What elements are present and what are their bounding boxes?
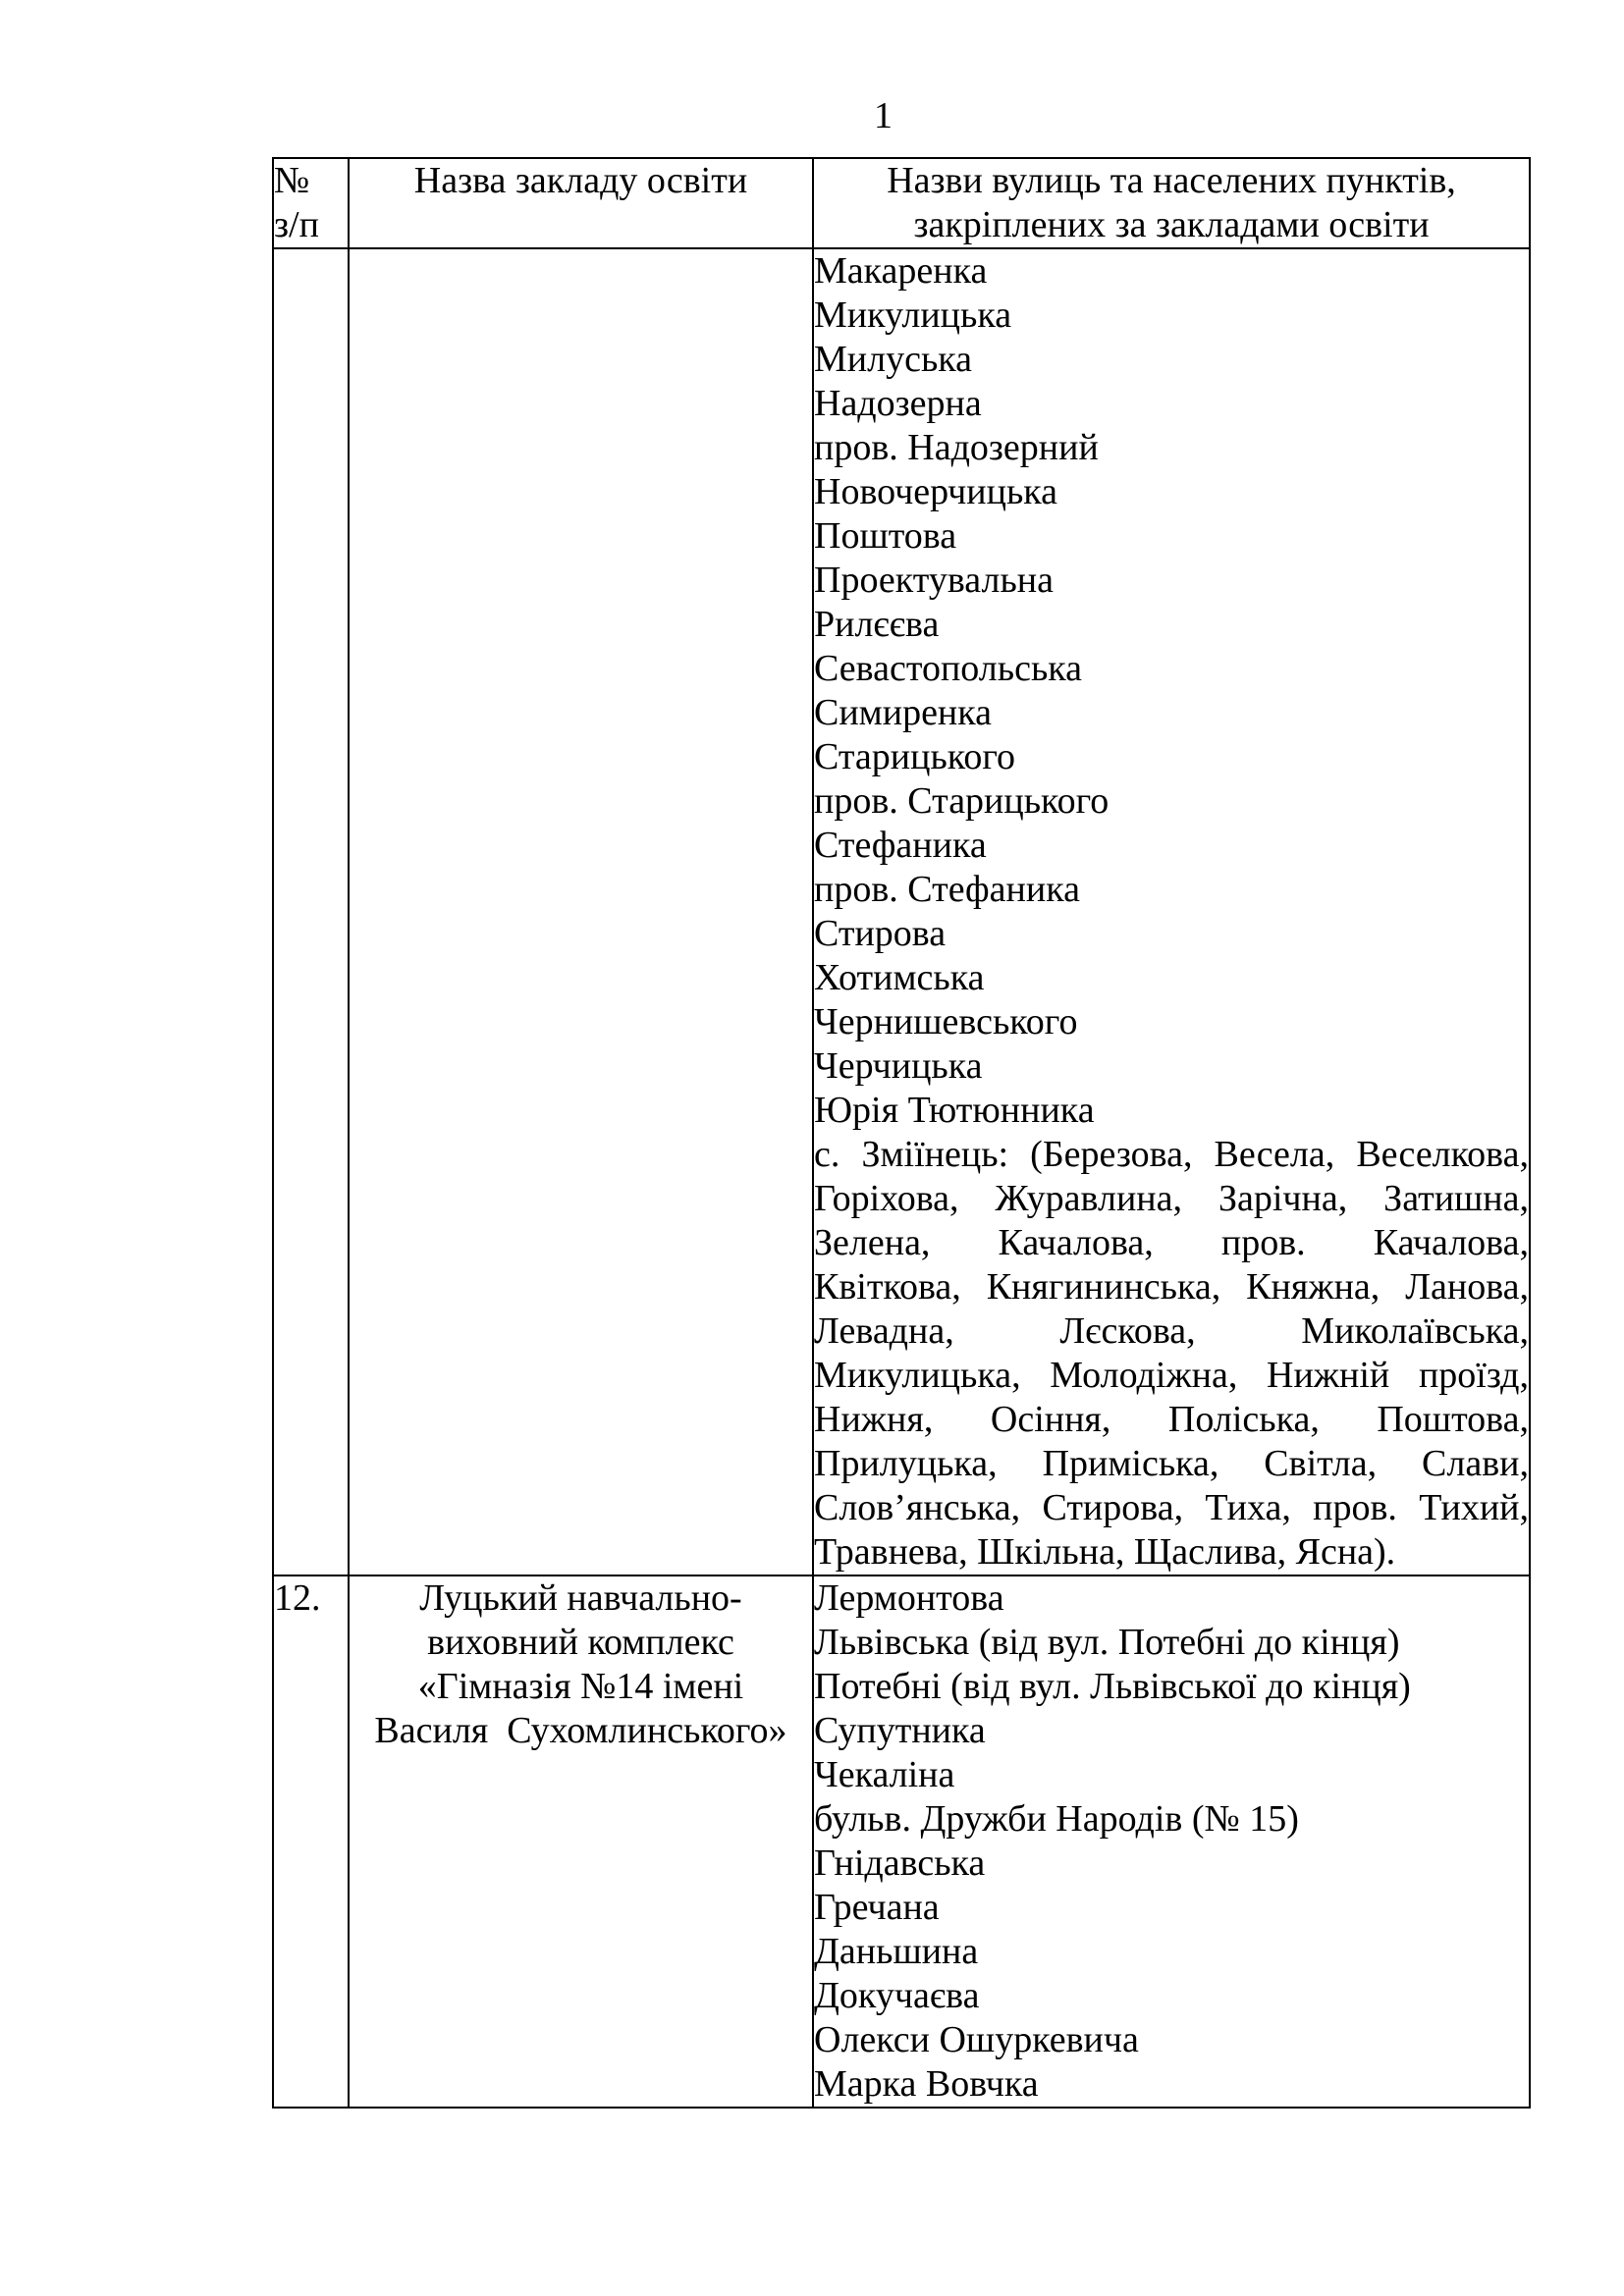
street-name: Гнідавська <box>814 1842 986 1884</box>
street-name: Микулицька <box>814 294 1012 336</box>
paragraph-line: Левадна, Лєскова, Миколаївська, <box>814 1310 1529 1352</box>
street-name: Севастопольська <box>814 648 1083 689</box>
paragraph-line: с. Зміїнець: (Березова, Весела, Веселкова, <box>814 1134 1529 1175</box>
school-name-line: Василя Сухомлинського» <box>374 1710 787 1751</box>
street-name: Надозерна <box>814 383 982 424</box>
street-name: Юрія Тютюнника <box>814 1090 1095 1131</box>
street-name: бульв. Дружби Народів (№ 15) <box>814 1798 1299 1840</box>
school-name-cell <box>349 248 813 1575</box>
header-line: закріплених за закладами освіти <box>913 204 1430 245</box>
table-row-12 <box>273 1575 1530 2108</box>
streets-cell <box>813 248 1530 1575</box>
school-name-line: «Гімназія №14 імені <box>417 1666 744 1707</box>
street-name: Стирова <box>814 913 947 954</box>
column-header-school: Назва закладу освіти <box>349 158 813 248</box>
street-name: Олекси Ошуркевича <box>814 2019 1139 2060</box>
street-name: Супутника <box>814 1710 986 1751</box>
street-name: Гречана <box>814 1887 940 1928</box>
street-name: Черчицька <box>814 1045 983 1087</box>
header-row <box>273 158 1530 248</box>
school-streets-table <box>272 157 1531 2109</box>
streets-cell <box>813 1575 1530 2108</box>
street-name: Хотимська <box>814 957 985 998</box>
paragraph-line: Горіхова, Журавлина, Зарічна, Затишна, <box>814 1178 1529 1219</box>
street-name: Старицького <box>814 736 1015 777</box>
street-name: пров. Надозерний <box>814 427 1099 468</box>
row-number-cell <box>273 248 349 1575</box>
street-name: Макаренка <box>814 250 988 292</box>
street-name: Стефаника <box>814 825 987 866</box>
table-row-continuation <box>273 248 1530 1575</box>
street-name: Милуська <box>814 339 973 380</box>
street-name: Докучаєва <box>814 1975 980 2016</box>
street-name: Проектувальна <box>814 560 1054 601</box>
street-name: Чернишевського <box>814 1001 1078 1042</box>
paragraph-line: Нижня, Осіння, Поліська, Поштова, <box>814 1399 1529 1440</box>
column-header-num <box>273 158 349 248</box>
paragraph-line: Зелена, Качалова, пров. Качалова, <box>814 1222 1529 1263</box>
street-name: Поштова <box>814 515 957 557</box>
paragraph-line: Квіткова, Княгининська, Княжна, Ланова, <box>814 1266 1529 1308</box>
school-name-line: Луцький навчально- <box>419 1577 742 1619</box>
header-line: № <box>274 160 310 201</box>
street-list <box>814 1576 1529 2107</box>
paragraph-line: Прилуцька, Приміська, Світла, Слави, <box>814 1443 1529 1484</box>
village-streets-paragraph <box>814 1133 1529 1575</box>
street-name: Новочерчицька <box>814 471 1058 512</box>
row-number-cell: 12. <box>273 1575 349 2108</box>
street-name: Даньшина <box>814 1931 979 1972</box>
paragraph-line: Микулицька, Молодіжна, Нижній проїзд, <box>814 1355 1529 1396</box>
street-name: Потебні (від вул. Львівської до кінця) <box>814 1666 1411 1707</box>
school-name-cell <box>349 1575 813 2108</box>
street-list <box>814 249 1529 1133</box>
street-name: Лермонтова <box>814 1577 1004 1619</box>
column-header-streets <box>813 158 1530 248</box>
street-name: Чекаліна <box>814 1754 955 1795</box>
street-name: Симиренка <box>814 692 993 733</box>
school-name-line: виховний комплекс <box>427 1622 734 1663</box>
header-line: Назви вулиць та населених пунктів, <box>887 160 1456 201</box>
paragraph-line: Слов’янська, Стирова, Тиха, пров. Тихий, <box>814 1487 1529 1528</box>
street-name: Марка Вовчка <box>814 2063 1039 2105</box>
header-line: з/п <box>274 204 319 245</box>
street-name: пров. Стефаника <box>814 869 1080 910</box>
street-name: Рилєєва <box>814 604 940 645</box>
street-name: пров. Старицького <box>814 780 1110 822</box>
paragraph-line: Травнева, Шкільна, Щаслива, Ясна). <box>814 1531 1396 1573</box>
page-number: 1 <box>874 95 893 136</box>
street-name: Львівська (від вул. Потебні до кінця) <box>814 1622 1400 1663</box>
